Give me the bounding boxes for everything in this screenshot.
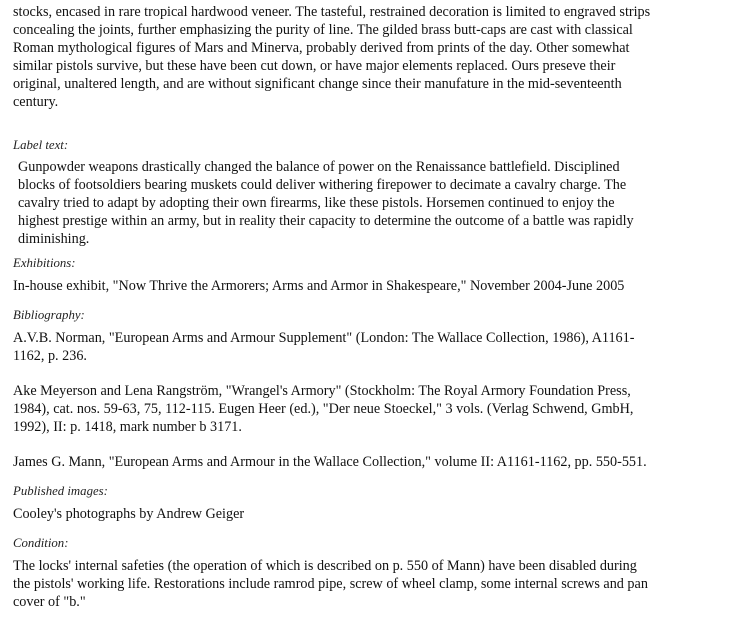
bibliography-entry: A.V.B. Norman, "European Arms and Armour Supplement" (London: The Wallace Collection, 1986), A1161- 1162, p. 236. [13,330,635,364]
exhibitions-body: In-house exhibit, "Now Thrive the Armorers; Arms and Armor in Shakespeare," November 2004-June 2005 [13,278,625,294]
label-text-heading: Label text: [13,138,69,152]
label-text-body: Gunpowder weapons drastically changed the balance of power on the Renaissance battlefield. Disciplined blocks of footsoldiers bearing muskets could deliver withering firepower to decimate a cavalry charge. The cavalry tried to adapt by adopting their own firearms, like these pistols. Horsemen continued to enjoy the highest prestige within an army, but in reality their capacity to determine the outcome of a battle was rapidly diminishing. [18,159,634,247]
condition-heading: Condition: [13,536,69,550]
bibliography-entry: James G. Mann, "European Arms and Armour in the Wallace Collection," volume II: A1161-1162, pp. 550-551. [13,454,647,470]
description-paragraph: stocks, encased in rare tropical hardwood veneer. The tasteful, restrained decoration is limited to engraved strips concealing the joints, further emphasizing the purity of line. The gilded brass butt-caps are cast with classical Roman mythological figures of Mars and Minerva, probably derived from prints of the day. Other somewhat similar pistols survive, but these have been cut down, or have major elements replaced. Ours preseve their original, unaltered length, and are without significant change since their manufature in the mid-seventeenth century. [13,4,651,110]
published-images-heading: Published images: [13,484,108,498]
exhibitions-heading: Exhibitions: [13,256,76,270]
published-images-body: Cooley's photographs by Andrew Geiger [13,506,245,522]
bibliography-heading: Bibliography: [13,308,85,322]
bibliography-entry: Ake Meyerson and Lena Rangström, "Wrangel's Armory" (Stockholm: The Royal Armory Foundation Press, 1984), cat. nos. 59-63, 75, 112-115. Eugen Heer (ed.), "Der neue Stoeckel," 3 vols. (Verlag Schwend, GmbH, 1992), II: p. 1418, mark number b 3171. [13,383,634,435]
condition-body: The locks' internal safeties (the operation of which is described on p. 550 of Mann) have been disabled during the pistols' working life. Restorations include ramrod pipe, screw of wheel clamp, some internal screws and pan cover of "b." [13,558,648,610]
